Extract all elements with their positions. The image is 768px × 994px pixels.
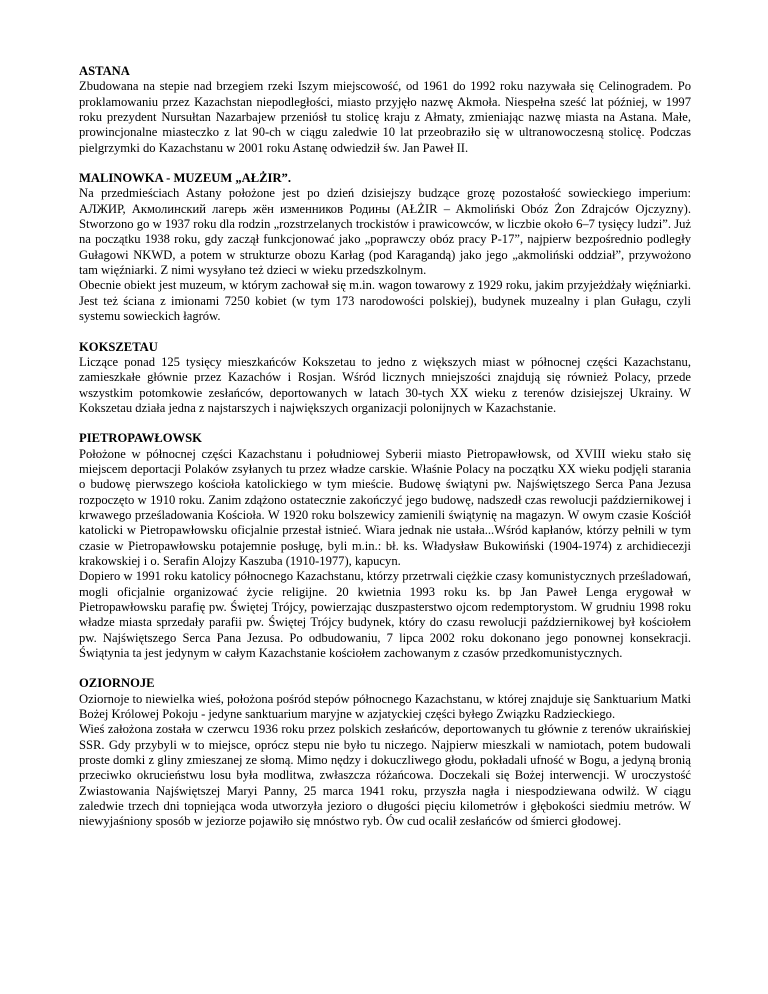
section-malinowka — [79, 171, 691, 324]
section-astana — [79, 64, 691, 156]
section-paragraph: Zbudowana na stepie nad brzegiem rzeki Iszym miejscowość, od 1961 do 1992 roku nazywała się Celinogradem. Po proklamowaniu przez Kazachstan niepodległości, miasto przyjęło nazwę Akmoła. Niespełna sześć lat później, w 1997 roku prezydent Nursułtan Nazarbajew przeniósł tu stolicę kraju z Ałmaty, zmieniając nazwę miasta na Astana. Małe, prowincjonalne miasteczko z lat 90-ch w ciągu zaledwie 10 lat przeobraziło się w ultranowoczesną stolicę. Podczas pielgrzymki do Kazachstanu w 2001 roku Astanę odwiedził św. Jan Paweł II. — [79, 79, 691, 155]
section-heading: KOKSZETAU — [79, 339, 158, 354]
section-paragraph: Oziornoje to niewielka wieś, położona pośród stepów północnego Kazachstanu, w której znajduje się Sanktuarium Matki Bożej Królowej Pokoju - jedyne sanktuarium maryjne w azjatyckiej części byłego Związku Radzieckiego. — [79, 691, 691, 722]
section-pietropawlowsk — [79, 431, 691, 661]
section-paragraph: Obecnie obiekt jest muzeum, w którym zachował się m.in. wagon towarowy z 1929 roku, jakim przyjeżdżały więźniarki. Jest też ściana z imionami 7250 kobiet (w tym 173 narodowości polskiej), budynek muzealny i plan Gułagu, czyli systemu sowieckich łagrów. — [79, 278, 691, 324]
section-paragraph: Wieś założona została w czerwcu 1936 roku przez polskich zesłańców, deportowanych tu głównie z terenów ukraińskiej SSR. Gdy przybyli w to miejsce, oprócz stepu nie było tu niczego. Najpierw mieszkali w namiotach, potem budowali proste domki z gliny zmieszanej ze słomą. Mimo nędzy i dokuczliwego głodu, pokładali ufność w Bogu, a jedyną bronią przeciwko okrucieństwu losu była modlitwa, zwłaszcza różańcowa. Doczekali się Bożej interwencji. W uroczystość Zwiastowania Najświętszej Maryi Panny, 25 marca 1941 roku, przyszła nagła i niespodziewana odwilż. W ciągu zaledwie trzech dni topniejąca woda utworzyła jezioro o długości pięciu kilometrów i głębokości siedmiu metrów. W niewyjaśniony sposób w jeziorze pojawiło się mnóstwo ryb. Ów cud ocalił zesłańców od śmierci głodowej. — [79, 722, 691, 829]
section-kokszetau — [79, 340, 691, 417]
section-paragraph: Położone w północnej części Kazachstanu i południowej Syberii miasto Pietropawłowsk, od XVIII wieku stało się miejscem deportacji Polaków zsyłanych tu przez władze carskie. Właśnie Polacy na początku XX wieku podjęli starania o budowę pierwszego kościoła katolickiego w tym mieście. Budowę świątyni pw. Najświętszego Serca Pana Jezusa rozpoczęto w 1910 roku. Zanim zdążono ostatecznie zakończyć jego budowę, nadszedł czas rewolucji październikowej i krwawego prześladowania Kościoła. W 1920 roku bolszewicy zamienili świątynię na magazyn. W owym czasie Kościół katolicki w Pietropawłowsku oficjalnie przestał istnieć. Wiara jednak nie ustała...Wśród kapłanów, którzy pełnili w tym czasie w Pietropawłowsku potajemnie posługę, byli m.in.: bł. ks. Władysław Bukowiński (1904-1974) z archidiecezji krakowskiej i o. Serafin Alojzy Kaszuba (1910-1977), kapucyn. — [79, 446, 691, 568]
section-heading: PIETROPAWŁOWSK — [79, 431, 202, 446]
section-paragraph: Dopiero w 1991 roku katolicy północnego Kazachstanu, którzy przetrwali ciężkie czasy komunistycznych prześladowań, mogli oficjalnie organizować życie religijne. 20 kwietnia 1993 roku ks. bp Jan Paweł Lenga erygował w Pietropawłowsku parafię pw. Świętej Trójcy, powierzając duszpasterstwo ojcom redemptorystom. W grudniu 1998 roku władze miasta sprzedały parafii pw. Świętej Trójcy budynek, który do czasu rewolucji październikowej był kościołem pw. Najświętszego Serca Pana Jezusa. Po odbudowaniu, 7 lipca 2002 roku dokonano jego ponownej konsekracji. Świątynia ta jest jedynym w całym Kazachstanie kościołem zachowanym z czasów przedkomunistycznych. — [79, 569, 691, 661]
section-heading: ASTANA — [79, 64, 130, 78]
document-page — [79, 64, 691, 845]
section-heading: MALINOWKA - MUZEUM „AŁŻIR”. — [79, 171, 291, 186]
section-oziornoje — [79, 676, 691, 829]
section-paragraph: Liczące ponad 125 tysięcy mieszkańców Kokszetau to jedno z większych miast w północnej części Kazachstanu, zamieszkałe głównie przez Kazachów i Rosjan. Wśród licznych mniejszości znajdują się również Polacy, przede wszystkim potomkowie zesłańców, deportowanych w latach 30-tych XX wieku z terenów dzisiejszej Ukrainy. W Kokszetau działa jedna z najstarszych i największych organizacji polonijnych w Kazachstanie. — [79, 354, 691, 415]
section-paragraph: Na przedmieściach Astany położone jest po dzień dzisiejszy budzące grozę pozostałość sowieckiego imperium: АЛЖИР, Акмолинский лагерь жён изменников Родины (AŁŻIR – Akmoliński Obóz Żon Zdrajców Ojczyzny). Stworzono go w 1937 roku dla rodzin „rozstrzelanych trockistów i prawicowców, w liczbie około 6–7 tysięcy ludzi”. Już na początku 1938 roku, gdy zaczął funkcjonować jako „poprawczy obóz pracy P-17”, najpierw bezpośrednio podległy Gułagowi NKWD, a potem w strukturze obozu Karłag (pod Karagandą) jako jego „akmoliński oddział”, przywożono tam więźniarki. Z nimi wysyłano też dzieci w wieku przedszkolnym. — [79, 186, 691, 278]
section-heading: OZIORNOJE — [79, 676, 155, 691]
